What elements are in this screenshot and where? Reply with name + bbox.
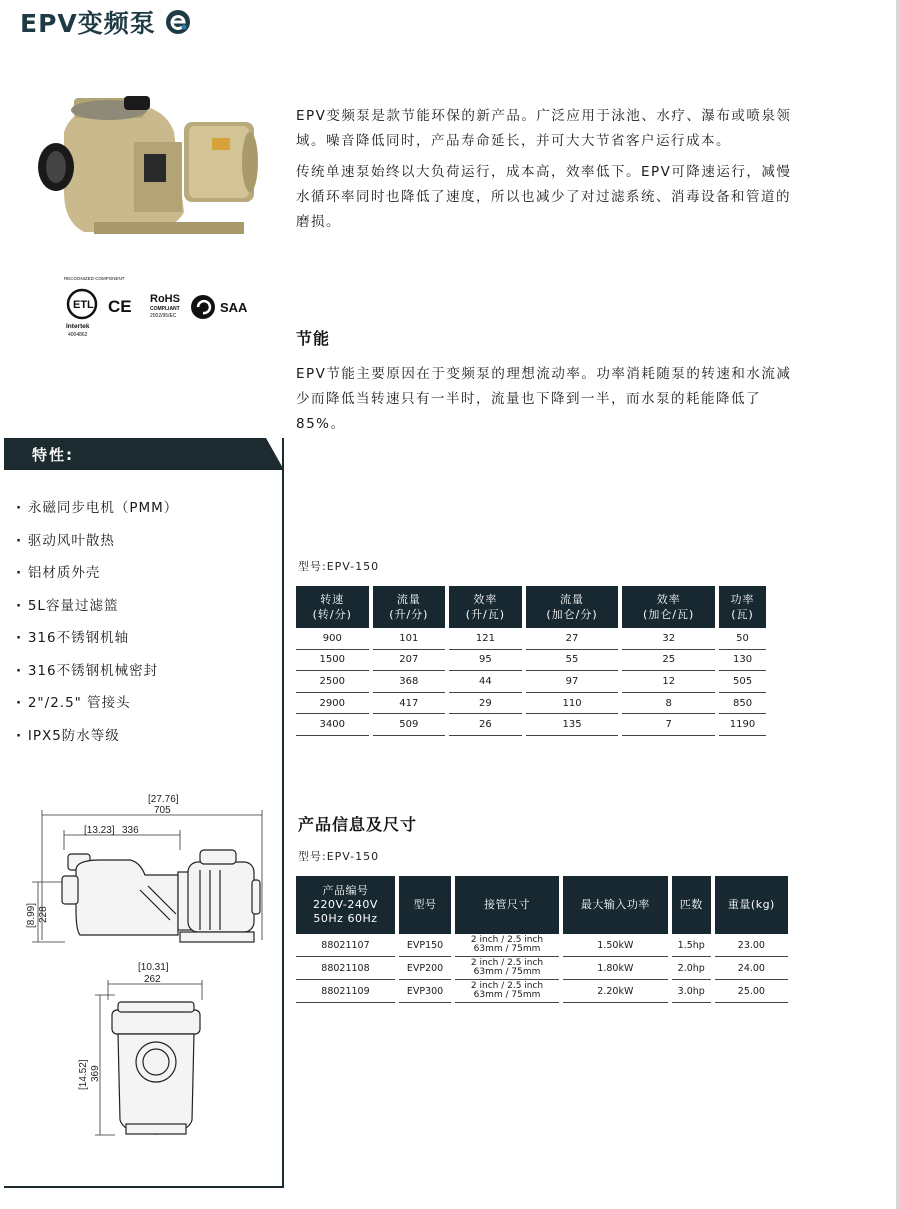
column-header: 效率 (升/瓦) [449, 586, 522, 628]
column-header: 功率 (瓦) [719, 586, 766, 628]
intro-paragraph-2: 传统单速泵始终以大负荷运行，成本高，效率低下。EPV可降速运行，减慢水循环率同时也降低了速度，所以也减少了对过滤系统、消毒设备和管道的磨损。 [296, 164, 792, 230]
dimension-drawing [20, 790, 290, 1190]
table-row: 88021108 EVP200 2 inch / 2.5 inch 63mm / 75mm 1.80kW 2.0hp 24.00 [296, 957, 788, 980]
rohs-mark: RoHS [150, 293, 180, 305]
dim-w-mm: 262 [144, 974, 161, 985]
column-header: 转速 (转/分) [296, 586, 369, 628]
rohs-sub-text: COMPLIANT [150, 306, 180, 312]
column-header: 产品编号 220V-240V 50Hz 60Hz [296, 876, 395, 934]
list-item: · IPX5防水等级 [16, 724, 178, 757]
product-info-table [292, 876, 792, 1003]
product-info-heading: 产品信息及尺寸 [298, 815, 418, 834]
etl-top-text: RECOGNIZED COMPONENT [64, 276, 125, 281]
certification-marks [62, 270, 272, 350]
dim-part-in: [13.23] [84, 825, 115, 836]
ce-mark: CE [108, 297, 132, 316]
list-item: · 316不锈钢机轴 [16, 626, 178, 659]
list-item: · 316不锈钢机械密封 [16, 659, 178, 692]
column-header: 匹数 [672, 876, 711, 934]
list-item: · 驱动风叶散热 [16, 529, 178, 562]
performance-table [292, 586, 770, 736]
energy-text: EPV节能主要原因在于变频泵的理想流动率。功率消耗随泵的转速和水流减少而降低当转速只有一半时，流量也下降到一半，而水泵的耗能降低了85%。 [296, 366, 792, 432]
page-title-text: EPV变频泵 [20, 9, 156, 38]
column-header: 重量(kg) [715, 876, 788, 934]
rohs-number-text: 2002/95/EC [150, 313, 177, 319]
etl-intertek-text: Intertek [66, 323, 90, 330]
table-row: 1500 207 95 55 25 130 [296, 650, 766, 672]
dim-h-mm: 228 [38, 906, 49, 923]
page-edge [896, 0, 900, 1209]
list-item: · 2"/2.5" 管接头 [16, 691, 178, 724]
features-title: 特性: [32, 446, 74, 464]
dim-part-mm: 336 [122, 825, 139, 836]
column-header: 流量 (升/分) [373, 586, 446, 628]
product-model-label: 型号:EPV-150 [298, 850, 380, 863]
page-title [20, 4, 192, 40]
list-item: · 5L容量过滤篮 [16, 594, 178, 627]
table-row: 2500 368 44 97 12 505 [296, 671, 766, 693]
intro-text [296, 104, 794, 241]
dim-total-mm: 705 [154, 805, 171, 816]
svg-text:ETL: ETL [73, 299, 94, 311]
pump-photo [34, 92, 264, 242]
table-row: 2900 417 29 110 8 850 [296, 693, 766, 715]
column-header: 最大输入功率 [563, 876, 668, 934]
table-row: 900 101 121 27 32 50 [296, 628, 766, 650]
energy-heading: 节能 [296, 329, 331, 348]
dim-h2-mm: 369 [90, 1065, 101, 1082]
dim-h2-in: [14.52] [78, 1059, 89, 1090]
dim-h-in: [8.99] [26, 902, 37, 928]
table-row: 88021107 EVP150 2 inch / 2.5 inch 63mm / 75mm 1.50kW 1.5hp 23.00 [296, 934, 788, 957]
list-item: · 铝材质外壳 [16, 561, 178, 594]
column-header: 型号 [399, 876, 451, 934]
saa-mark: SAA [220, 300, 248, 315]
column-header: 流量 (加仑/分) [526, 586, 619, 628]
performance-model-label: 型号:EPV-150 [298, 560, 380, 573]
dim-w-in: [10.31] [138, 962, 169, 973]
intro-paragraph-1: EPV变频泵是款节能环保的新产品。广泛应用于泳池、水疗、瀑布或喷泉领域。噪音降低同时，产品寿命延长，并可大大节省客户运行成本。 [296, 108, 792, 149]
saa-mark-icon [191, 295, 215, 319]
dim-total-in: [27.76] [148, 794, 179, 805]
table-row: 88021109 EVP300 2 inch / 2.5 inch 63mm / 75mm 2.20kW 3.0hp 25.00 [296, 980, 788, 1003]
column-header: 接管尺寸 [455, 876, 559, 934]
list-item: · 永磁同步电机（PMM） [16, 496, 178, 529]
table-row: 3400 509 26 135 7 1190 [296, 714, 766, 736]
feature-list [16, 496, 178, 756]
brand-logo-icon [164, 8, 192, 36]
etl-number-text: 4004862 [68, 332, 88, 338]
column-header: 效率 (加仑/瓦) [622, 586, 715, 628]
